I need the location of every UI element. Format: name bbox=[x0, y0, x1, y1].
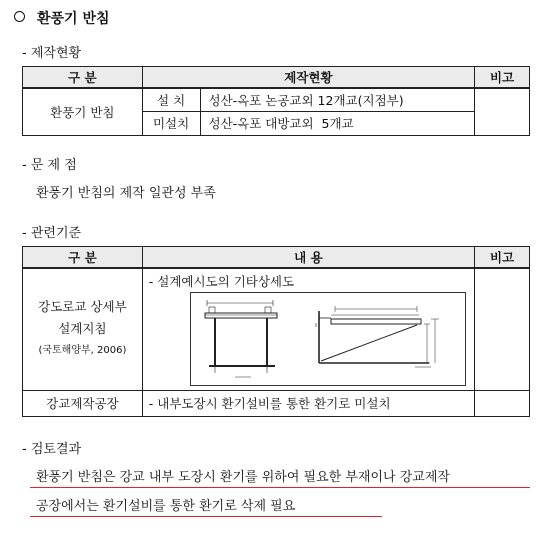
review-underline-2 bbox=[30, 516, 382, 517]
standards-row-guideline-label bbox=[23, 268, 143, 390]
guideline-label-line3: (국토해양부, 2006) bbox=[38, 345, 127, 357]
status-detail-not-installed: 성산-옥포 대방교외 5개교 bbox=[200, 111, 475, 135]
section-label-status: - 제작현황 bbox=[22, 46, 82, 61]
standards-table-header-remarks: 비고 bbox=[475, 247, 530, 269]
guideline-label-line1: 강도로교 상세부 bbox=[38, 299, 127, 315]
guideline-content-text: - 설계예시도의 기타상세도 bbox=[148, 274, 295, 289]
problem-text: 환풍기 반침의 제작 일관성 부족 bbox=[36, 186, 216, 201]
section-label-review: - 검토결과 bbox=[22, 442, 82, 457]
review-underline-1 bbox=[30, 487, 530, 488]
status-detail-installed: 성산-옥포 논공교외 12개교(지점부) bbox=[200, 88, 475, 111]
status-table-header-remarks: 비고 bbox=[475, 67, 530, 89]
review-text-line1: 환풍기 반침은 강교 내부 도장시 환기를 위하여 필요한 부재이나 강교제작 bbox=[36, 470, 450, 485]
guideline-label-line2: 설계지침 bbox=[58, 321, 107, 337]
standards-row-guideline-remarks bbox=[475, 268, 530, 390]
status-remarks-cell bbox=[475, 88, 530, 135]
status-table bbox=[22, 66, 530, 136]
standards-row-factory-remarks bbox=[475, 390, 530, 416]
standards-table-header-content: 내 용 bbox=[142, 247, 474, 269]
status-table-header-category: 구 분 bbox=[23, 67, 143, 89]
review-text-line2: 공장에서는 환기설비를 통한 환기로 삭제 필요 bbox=[36, 499, 296, 514]
standards-table-header-category: 구 분 bbox=[23, 247, 143, 269]
detail-drawing-figure bbox=[190, 292, 466, 386]
section-label-problem: - 문 제 점 bbox=[22, 158, 77, 173]
status-cell-not-installed: 미설치 bbox=[142, 111, 200, 135]
status-cell-installed: 설 치 bbox=[142, 88, 200, 111]
status-table-row-label: 환풍기 반침 bbox=[23, 88, 143, 135]
standards-row-factory-label: 강교제작공장 bbox=[23, 390, 143, 416]
standards-row-factory-content: - 내부도장시 환기설비를 통한 환기로 미설치 bbox=[142, 390, 474, 416]
status-table-header-status: 제작현황 bbox=[142, 67, 474, 89]
section-label-standards: - 관련기준 bbox=[22, 226, 82, 241]
page-heading bbox=[14, 8, 110, 28]
heading-text: 환풍기 반침 bbox=[37, 11, 110, 27]
detail-drawing-svg bbox=[191, 293, 465, 385]
circle-bullet-icon bbox=[14, 11, 25, 22]
